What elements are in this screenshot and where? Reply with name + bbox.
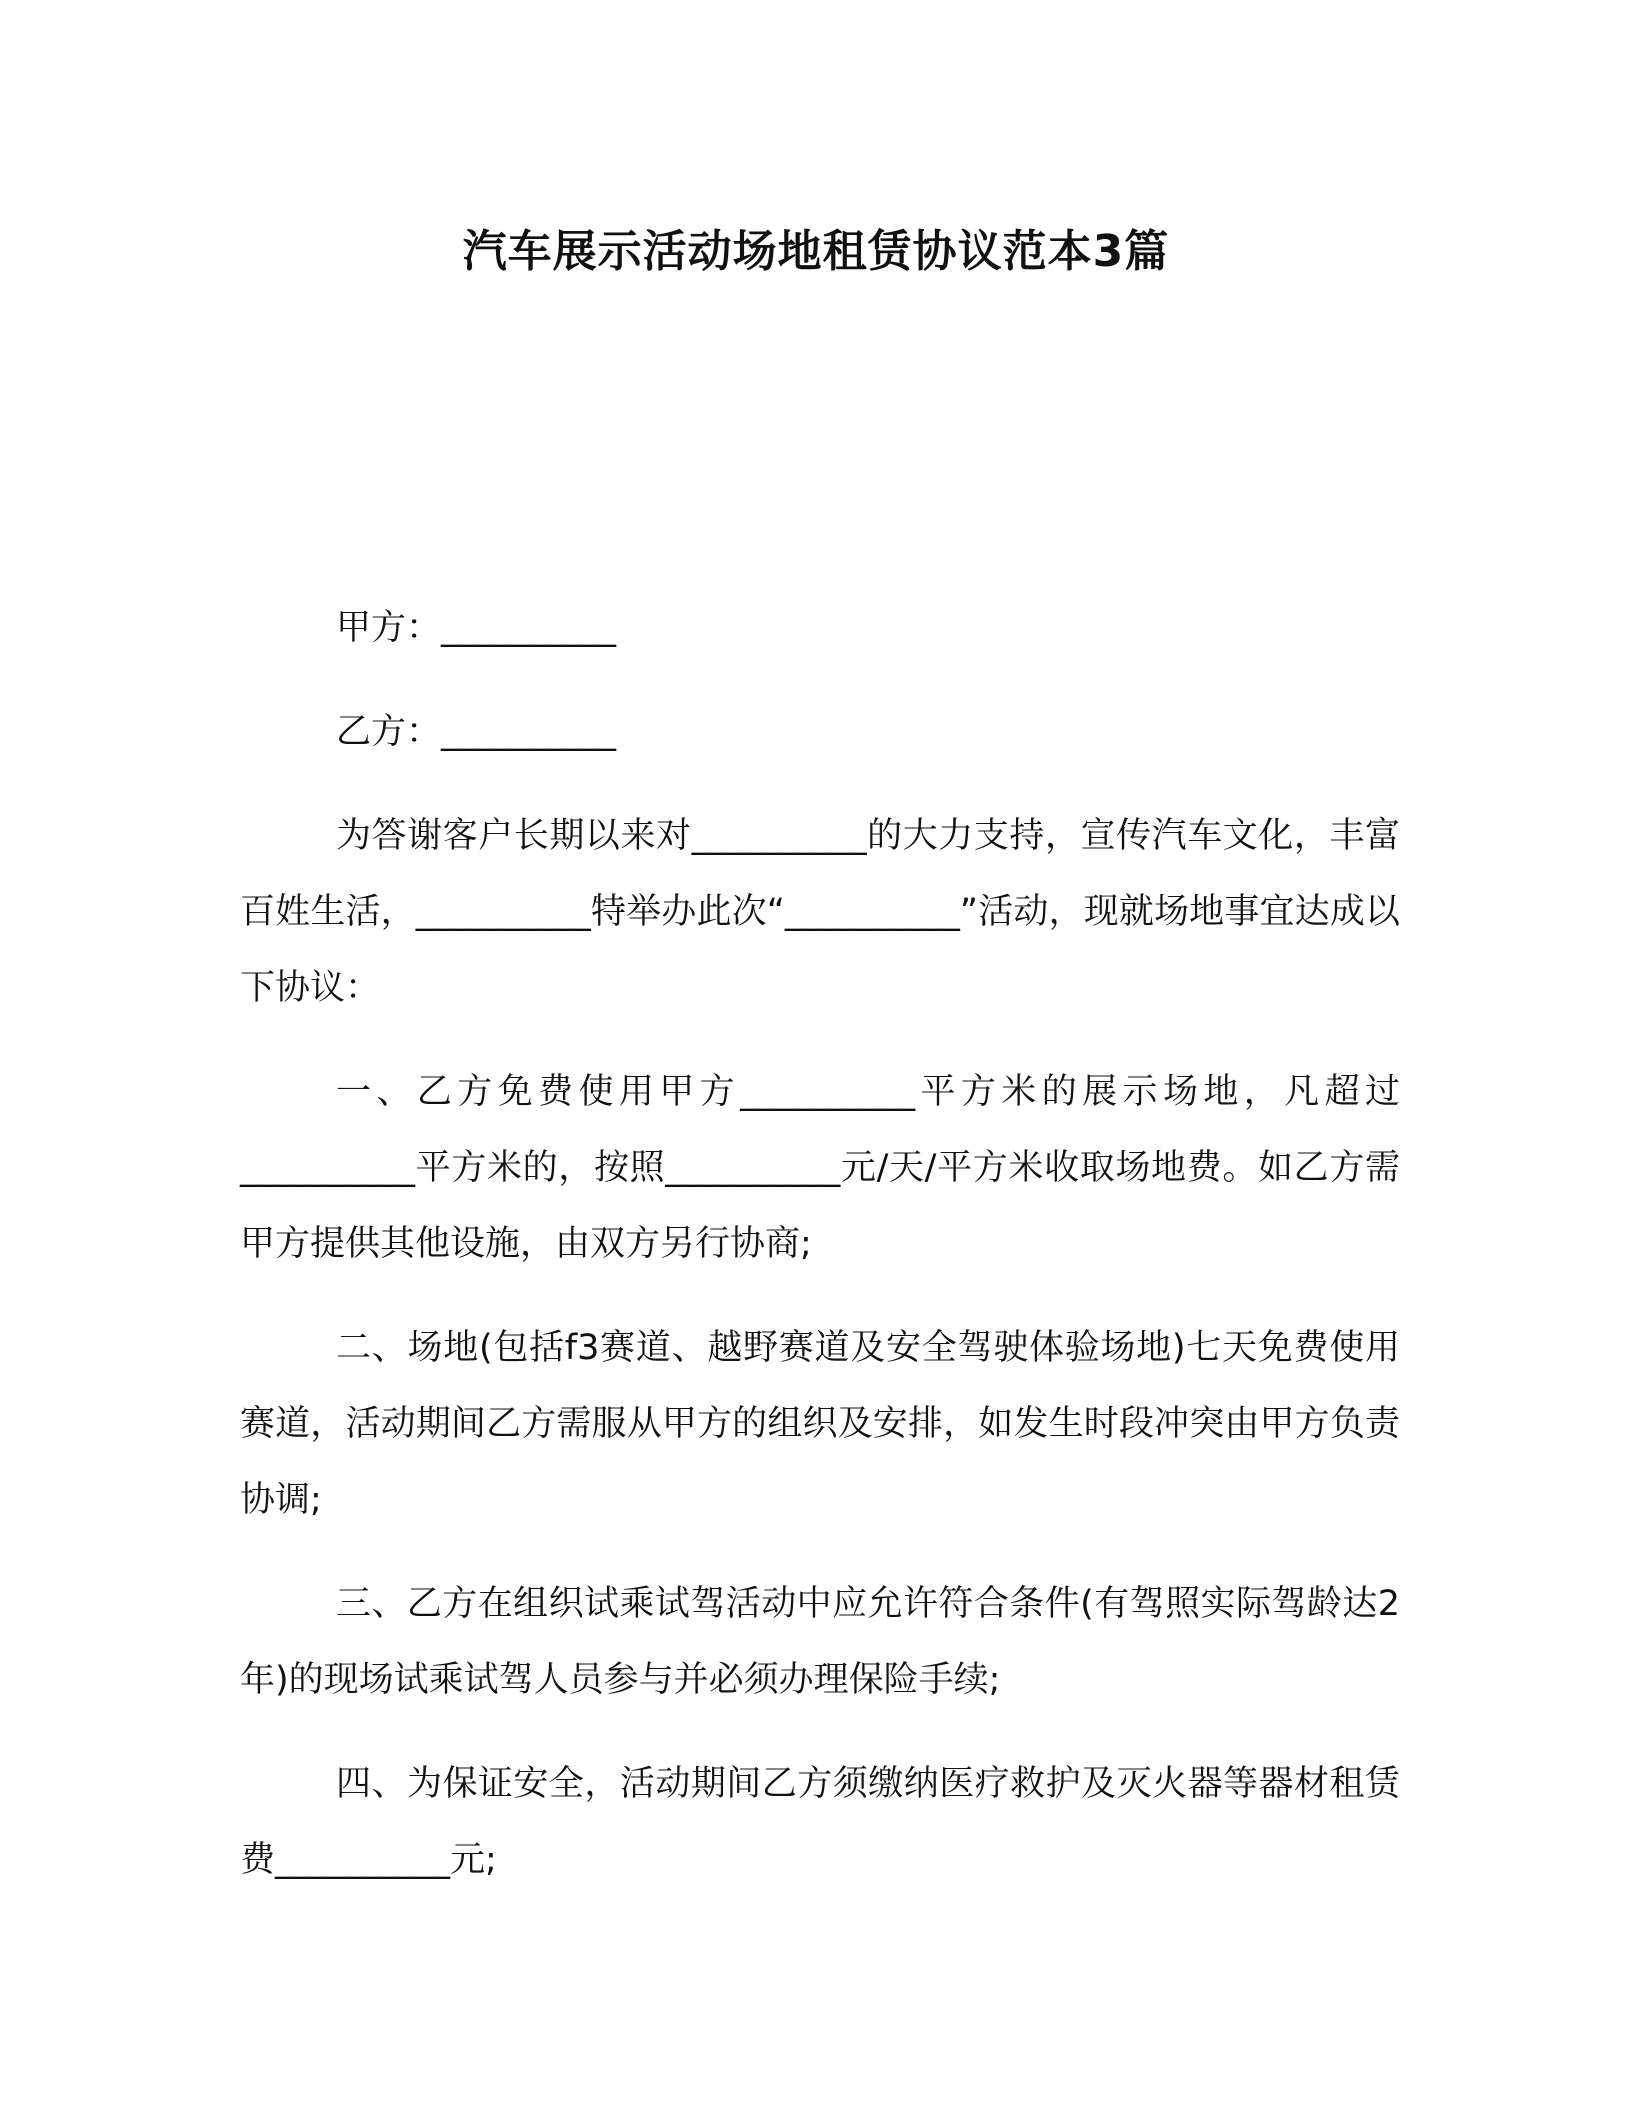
document-body [240,590,1400,1926]
clause-3-paragraph: 三、乙方在组织试乘试驾活动中应允许符合条件(有驾照实际驾龄达2年)的现场试乘试驾人员参与并必须办理保险手续; [240,1584,1400,1700]
intro-paragraph: 为答谢客户长期以来对__________的大力支持，宣传汽车文化，丰富百姓生活，__________特举办此次“__________”活动，现就场地事宜达成以下协议： [240,816,1400,1008]
clause-1-paragraph: 一、乙方免费使用甲方__________平方米的展示场地，凡超过__________平方米的，按照__________元/天/平方米收取场地费。如乙方需甲方提供其他设施，由双方另行协商; [240,1072,1400,1264]
party-b-line: 乙方：__________ [336,712,617,752]
party-a-line: 甲方：__________ [336,608,617,648]
clause-2-paragraph: 二、场地(包括f3赛道、越野赛道及安全驾驶体验场地)七天免费使用赛道，活动期间乙方需服从甲方的组织及安排，如发生时段冲突由甲方负责协调; [240,1328,1400,1520]
document-title: 汽车展示活动场地租赁协议范本3篇 [462,226,1170,277]
clause-4-paragraph: 四、为保证安全，活动期间乙方须缴纳医疗救护及灭火器等器材租赁费__________元; [240,1764,1400,1880]
